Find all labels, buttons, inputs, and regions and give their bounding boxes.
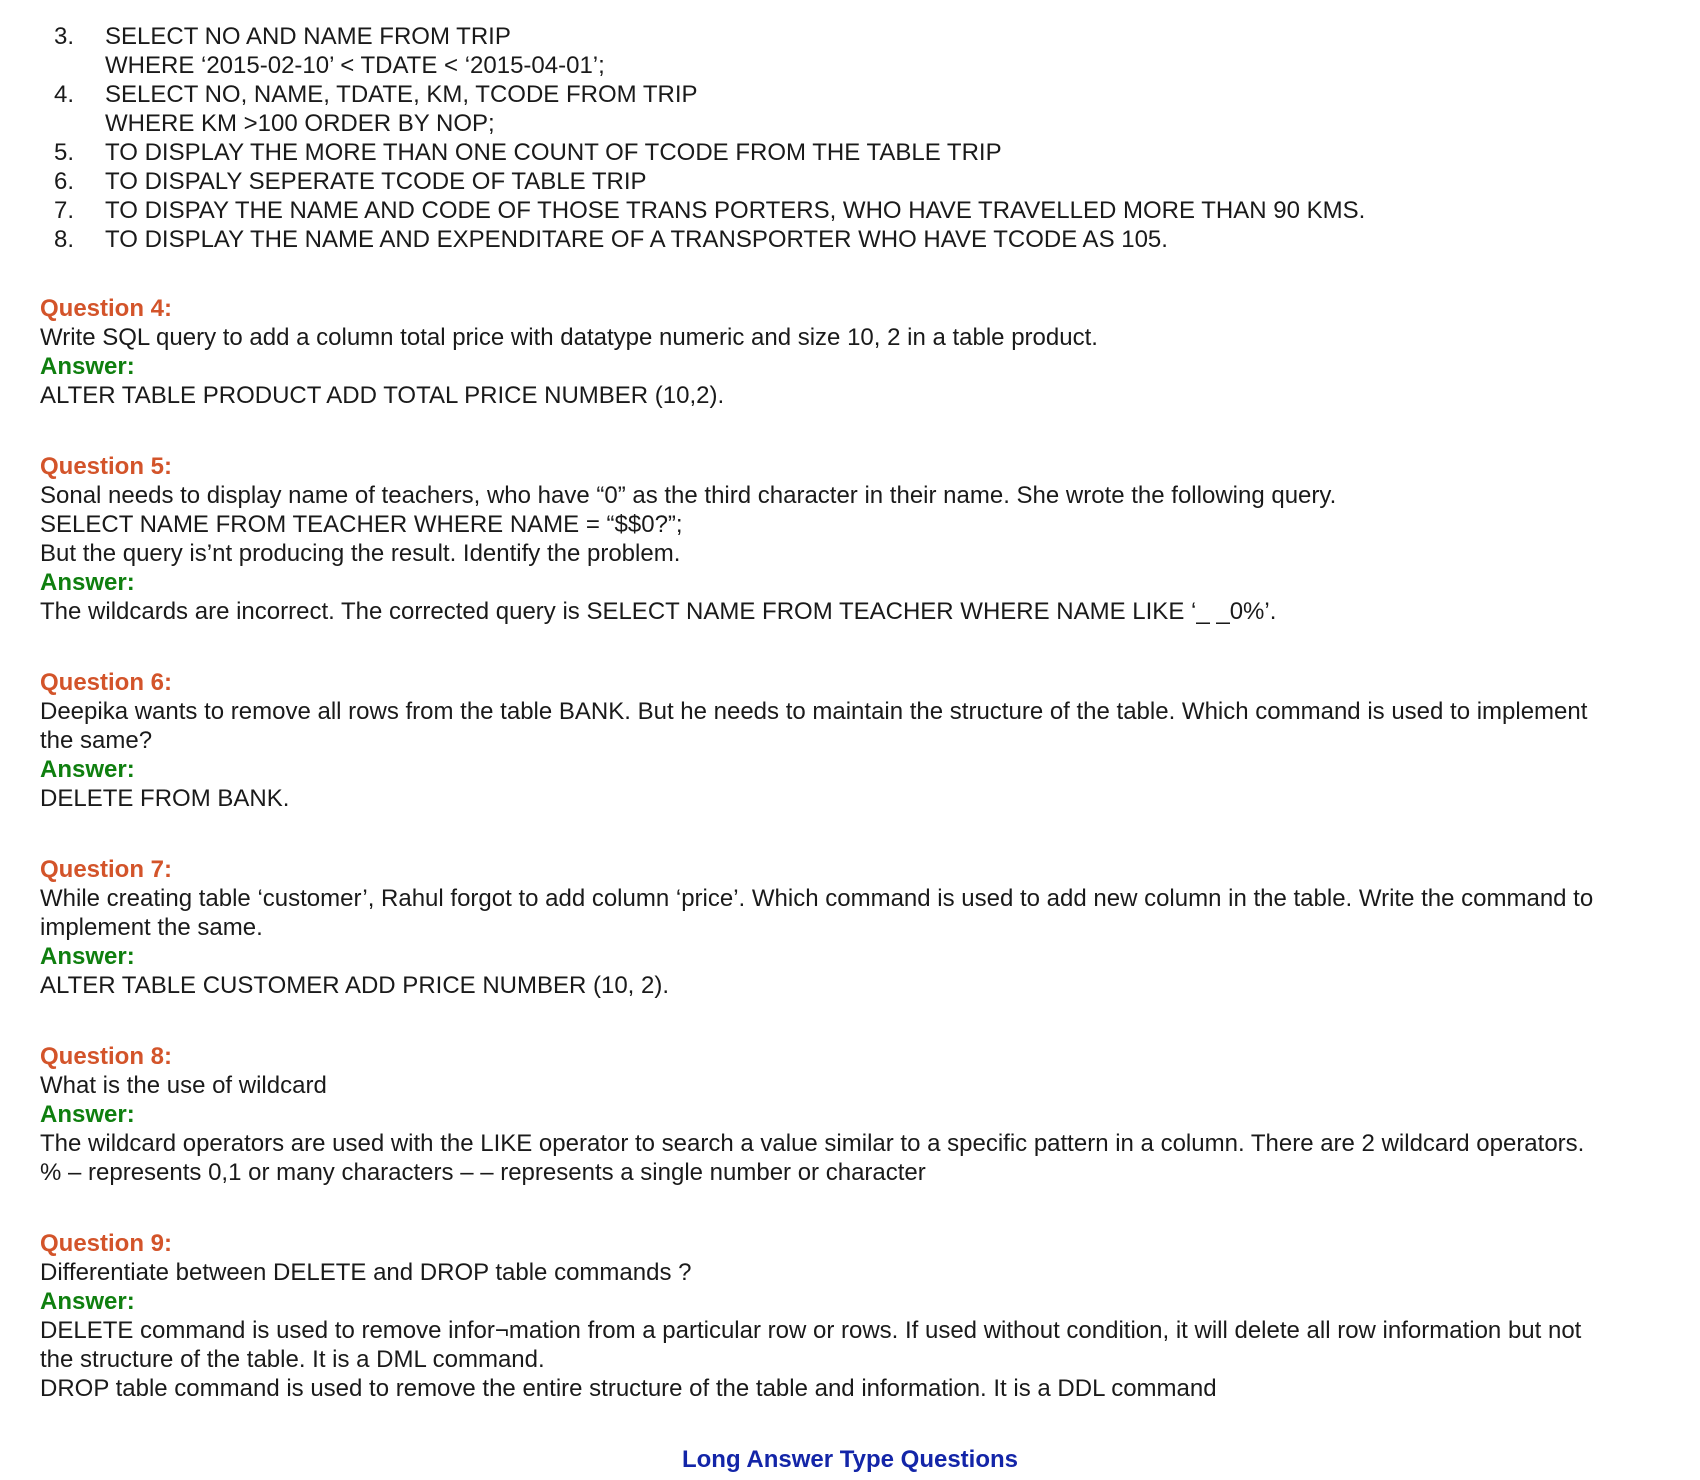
list-line: WHERE KM >100 ORDER BY NOP;: [105, 110, 495, 137]
list-number: 8.: [54, 226, 75, 253]
question-text: While creating table ‘customer’, Rahul forgot to add column ‘price’. Which command is used to add new column in the table. Write the command to: [40, 885, 1594, 912]
question-block-6: [40, 668, 1660, 813]
answer-heading: Answer:: [40, 943, 135, 970]
list-line: SELECT NO, NAME, TDATE, KM, TCODE FROM TRIP: [105, 81, 698, 108]
list-item: [40, 225, 1660, 254]
question-block-5: [40, 452, 1660, 626]
question-heading: Question 9:: [40, 1230, 173, 1257]
question-block-4: [40, 294, 1660, 410]
question-text: Sonal needs to display name of teachers, who have “0” as the third character in their name. She wrote the following query.: [40, 482, 1337, 509]
list-item: [40, 167, 1660, 196]
list-line: TO DISPLAY THE NAME AND EXPENDITARE OF A TRANSPORTER WHO HAVE TCODE AS 105.: [105, 226, 1168, 253]
question-text: the same?: [40, 727, 153, 754]
list-number: 6.: [54, 168, 75, 195]
question-text: implement the same.: [40, 914, 263, 941]
list-item: [40, 22, 1660, 80]
question-text: Differentiate between DELETE and DROP table commands ?: [40, 1259, 692, 1286]
list-line: SELECT NO AND NAME FROM TRIP: [105, 23, 511, 50]
answer-text: ALTER TABLE PRODUCT ADD TOTAL PRICE NUMBER (10,2).: [40, 382, 725, 409]
list-item: [40, 138, 1660, 167]
answer-text: The wildcards are incorrect. The corrected query is SELECT NAME FROM TEACHER WHERE NAME LIKE ‘_ _0%’.: [40, 598, 1277, 625]
list-line: TO DISPALY SEPERATE TCODE OF TABLE TRIP: [105, 168, 647, 195]
list-item: [40, 80, 1660, 138]
answer-text: ALTER TABLE CUSTOMER ADD PRICE NUMBER (10, 2).: [40, 972, 670, 999]
answer-heading: Answer:: [40, 1101, 135, 1128]
list-item: [40, 196, 1660, 225]
list-line: TO DISPAY THE NAME AND CODE OF THOSE TRANS PORTERS, WHO HAVE TRAVELLED MORE THAN 90 KMS.: [105, 197, 1366, 224]
list-line: WHERE ‘2015-02-10’ < TDATE < ‘2015-04-01’;: [105, 52, 605, 79]
sql-query-list: [40, 22, 1660, 254]
question-text: SELECT NAME FROM TEACHER WHERE NAME = “$$0?”;: [40, 511, 683, 538]
answer-text: DELETE FROM BANK.: [40, 785, 290, 812]
answer-heading: Answer:: [40, 1288, 135, 1315]
question-heading: Question 6:: [40, 669, 173, 696]
list-number: 4.: [54, 81, 75, 108]
question-text: But the query is’nt producing the result. Identify the problem.: [40, 540, 681, 567]
answer-text: DROP table command is used to remove the entire structure of the table and information. It is a DDL command: [40, 1375, 1217, 1402]
section-title: Long Answer Type Questions: [681, 1446, 1019, 1473]
list-number: 7.: [54, 197, 75, 224]
list-line: TO DISPLAY THE MORE THAN ONE COUNT OF TCODE FROM THE TABLE TRIP: [105, 139, 1002, 166]
question-text: What is the use of wildcard: [40, 1072, 327, 1099]
list-number: 5.: [54, 139, 75, 166]
question-text: Write SQL query to add a column total price with datatype numeric and size 10, 2 in a table product.: [40, 324, 1098, 351]
answer-text: % – represents 0,1 or many characters – – represents a single number or character: [40, 1159, 926, 1186]
answer-text: DELETE command is used to remove infor¬mation from a particular row or rows. If used without condition, it will delete all row information but not: [40, 1317, 1582, 1344]
question-text: Deepika wants to remove all rows from the table BANK. But he needs to maintain the structure of the table. Which command is used to implement: [40, 698, 1588, 725]
question-heading: Question 5:: [40, 453, 173, 480]
question-heading: Question 8:: [40, 1043, 173, 1070]
answer-heading: Answer:: [40, 353, 135, 380]
question-heading: Question 4:: [40, 295, 173, 322]
answer-heading: Answer:: [40, 569, 135, 596]
question-heading: Question 7:: [40, 856, 173, 883]
answer-text: the structure of the table. It is a DML command.: [40, 1346, 545, 1373]
question-block-8: [40, 1042, 1660, 1187]
question-block-9: [40, 1229, 1660, 1403]
question-block-7: [40, 855, 1660, 1000]
list-number: 3.: [54, 23, 75, 50]
answer-text: The wildcard operators are used with the LIKE operator to search a value similar to a specific pattern in a column. There are 2 wildcard operators.: [40, 1130, 1585, 1157]
answer-heading: Answer:: [40, 756, 135, 783]
